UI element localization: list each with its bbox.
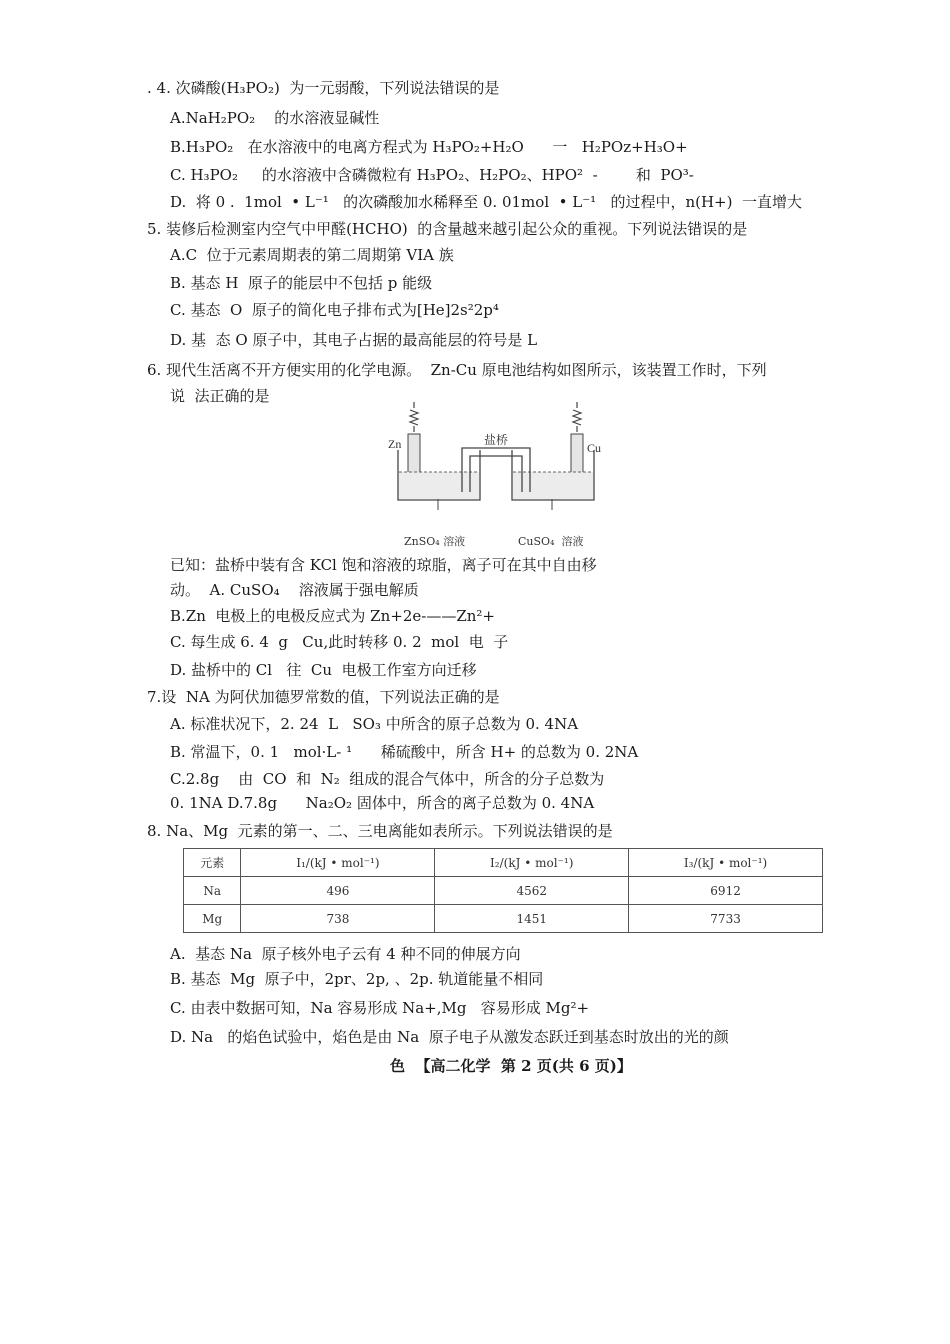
q8-option-d: D. Na 的焰色试验中，焰色是由 Na 原子电子从激发态跃迁到基态时放出的光的颜 — [170, 1028, 729, 1046]
q6-stem-line1: 6. 现代生活离不开方便实用的化学电源。 Zn-Cu 原电池结构如图所示，该装置工作时，下列 — [147, 361, 767, 379]
q8-option-c: C. 由表中数据可知，Na 容易形成 Na+,Mg 容易形成 Mg²+ — [170, 999, 590, 1017]
galvanic-cell-diagram — [380, 400, 620, 550]
table-header: 元素 — [184, 849, 241, 877]
znso4-solution — [399, 472, 479, 499]
q6-note-line1: 已知：盐桥中装有含 KCl 饱和溶液的琼脂，离子可在其中自由移 — [170, 556, 597, 574]
salt-bridge-label: 盐桥 — [484, 433, 509, 447]
table-header: I₃/(kJ • mol⁻¹) — [629, 849, 823, 877]
q5-option-c: C. 基态 O 原子的简化电子排布式为[He]2s²2p⁴ — [170, 301, 499, 319]
q6-option-b: B.Zn 电极上的电极反应式为 Zn+2e-——Zn²+ — [170, 607, 495, 625]
cu-spring — [573, 402, 581, 432]
q4-option-a: A.NaH₂PO₂ 的水溶液显碱性 — [170, 109, 380, 127]
q5-option-a: A.C 位于元素周期表的第二周期第 VIA 族 — [170, 246, 454, 264]
zn-label: Zn — [388, 437, 402, 451]
q7-option-a: A. 标准状况下，2. 24 L SO₃ 中所含的原子总数为 0. 4NA — [170, 715, 579, 733]
table-row — [184, 905, 823, 933]
q6-option-c: C. 每生成 6. 4 g Cu,此时转移 0. 2 mol 电 子 — [170, 633, 509, 651]
table-cell: 1451 — [435, 905, 629, 933]
q8-stem: 8. Na、Mg 元素的第一、二、三电离能如表所示。下列说法错误的是 — [147, 822, 613, 840]
page-footer: 色 【高二化学 第 2 页(共 6 页)】 — [390, 1057, 632, 1075]
q8-option-b: B. 基态 Mg 原子中，2pr、2p, 、2p. 轨道能量不相同 — [170, 970, 544, 988]
table-row — [184, 877, 823, 905]
q7-stem: 7.设 NA 为阿伏加德罗常数的值，下列说法正确的是 — [147, 688, 500, 706]
table-cell: 6912 — [629, 877, 823, 905]
zn-spring — [410, 402, 418, 432]
cu-label: Cu — [587, 441, 602, 455]
q7-option-b: B. 常温下，0. 1 mol·L- ¹ 稀硫酸中，所含 H+ 的总数为 0. 2NA — [170, 743, 639, 761]
table-cell: 496 — [241, 877, 435, 905]
q4-stem: . 4. 次磷酸(H₃PO₂) 为一元弱酸，下列说法错误的是 — [147, 79, 500, 97]
table-cell: 4562 — [435, 877, 629, 905]
q4-option-c: C. H₃PO₂ 的水溶液中含磷微粒有 H₃PO₂、H₂PO₂、HPO² - 和 PO³- — [170, 166, 694, 184]
table-header: I₂/(kJ • mol⁻¹) — [435, 849, 629, 877]
q5-option-b: B. 基态 H 原子的能层中不包括 p 能级 — [170, 274, 433, 292]
table-header-row — [184, 849, 823, 877]
q5-option-d: D. 基 态 O 原子中，其电子占据的最高能层的符号是 L — [170, 331, 538, 349]
q6-option-d: D. 盐桥中的 Cl 往 Cu 电极工作室方向迁移 — [170, 661, 477, 679]
q5-stem: 5. 装修后检测室内空气中甲醛(HCHO) 的含量越来越引起公众的重视。下列说法错误的是 — [147, 220, 748, 238]
q7-option-c: C.2.8g 由 CO 和 N₂ 组成的混合气体中，所含的分子总数为 — [170, 770, 605, 788]
table-header: I₁/(kJ • mol⁻¹) — [241, 849, 435, 877]
table-cell: 738 — [241, 905, 435, 933]
q6-note-line2: 动。 A. CuSO₄ 溶液属于强电解质 — [170, 581, 419, 599]
caption-cuso4: CuSO₄ 溶液 — [518, 535, 584, 548]
table-cell: Mg — [184, 905, 241, 933]
ionization-energy-table — [183, 848, 823, 933]
table-cell: 7733 — [629, 905, 823, 933]
table-cell: Na — [184, 877, 241, 905]
caption-znso4: ZnSO₄ 溶液 — [404, 535, 466, 548]
q7-option-cd: 0. 1NA D.7.8g Na₂O₂ 固体中，所含的离子总数为 0. 4NA — [170, 794, 595, 812]
cuso4-solution — [513, 472, 593, 499]
q4-option-b: B.H₃PO₂ 在水溶液中的电离方程式为 H₃PO₂+H₂O 一 H₂POz+H₃O+ — [170, 138, 688, 156]
q6-stem-line2: 说 法正确的是 — [170, 387, 270, 405]
q8-option-a: A. 基态 Na 原子核外电子云有 4 种不同的伸展方向 — [170, 945, 521, 963]
q4-option-d: D. 将 0 . 1mol • L⁻¹ 的次磷酸加水稀释至 0. 01mol • L⁻¹ 的过程中，n(H+) 一直增大 — [170, 193, 803, 211]
